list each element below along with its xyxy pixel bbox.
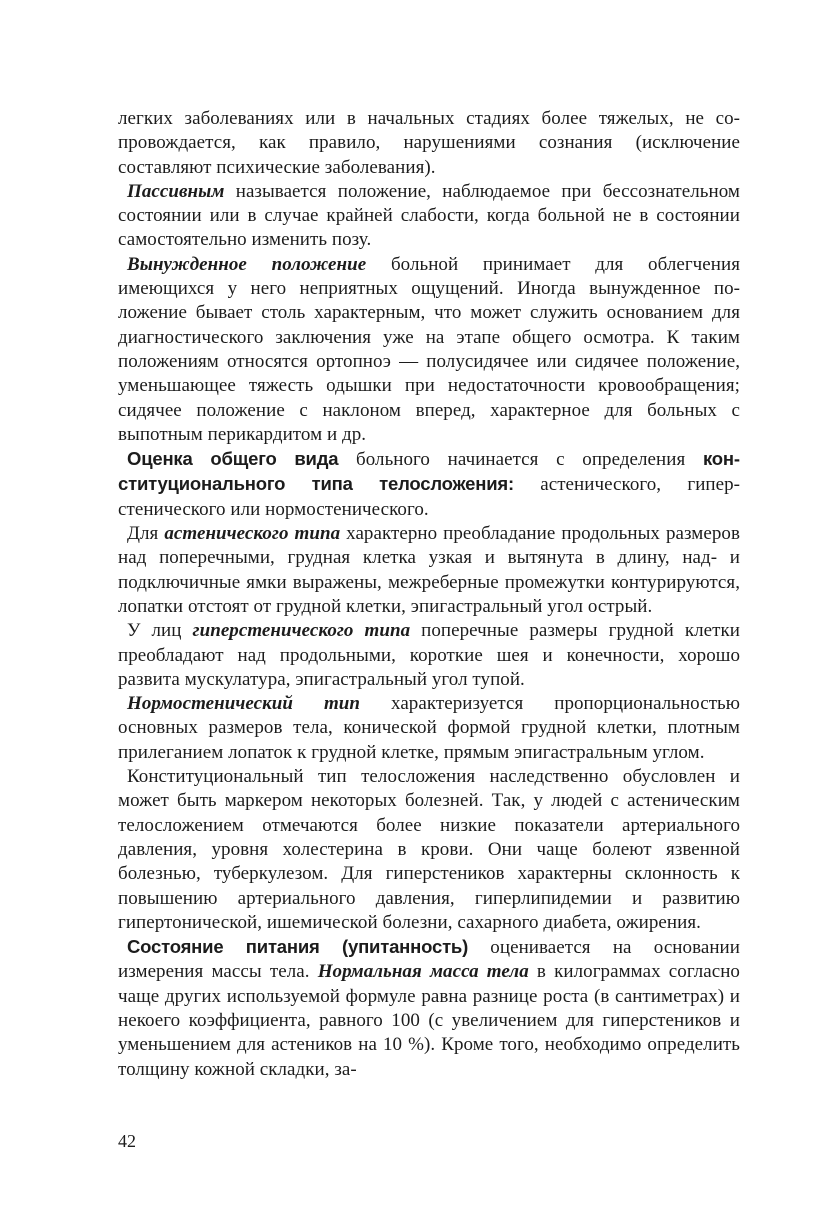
text-run: У лиц: [127, 620, 193, 642]
text-run: в килограммах согласно чаще других используемой формуле равна разнице роста (в сантиметрах) и некоего коэффициента, равного 100 (с увеличением для гиперстеников и уменьшением для астеников на 10 %). Кроме того, необходимо определить толщину кожной складки, за-: [118, 961, 740, 1080]
emphasis-term: Вынужденное положение: [127, 253, 367, 275]
text-run: характеризуется пропорциональностью основных размеров тела, конической формой грудной клетки, плотным прилеганием лопаток к грудной клетке, прямым эпигастральным углом.: [118, 693, 741, 763]
text-run: Конституциональный тип телосложения наследственно обусловлен и может быть маркером некоторых болезней. Так, у людей с астеническим телосложением отмечаются более низкие показатели артериального давления, уровня холестерина в крови. Они чаще болеют язвенной болезнью, туберкулезом. Для гиперстеников характерны склонность к повышению артериального давления, гиперлипидемии и развитию гипертонической, ишемической болезни, сахарного диабета, ожирения.: [118, 766, 740, 933]
paragraph: [118, 522, 740, 619]
body-text: [118, 107, 740, 1082]
text-run: астенического, гиперстенического или нормостенического.: [118, 474, 740, 520]
text-run: Для: [127, 523, 165, 545]
text-run: называется положение, наблюдаемое при бессознательном состоянии или в случае крайней слабости, когда больной не в состоянии самостоятельно изменить позу.: [118, 180, 740, 251]
emphasis-term: астенического типа: [164, 523, 341, 545]
emphasis-term: гиперстенического типа: [192, 620, 411, 642]
paragraph: [118, 253, 740, 447]
paragraph: [118, 935, 740, 1082]
paragraph: [118, 692, 740, 765]
paragraph: [118, 619, 740, 692]
text-run: легких заболеваниях или в начальных стадиях более тяжелых, не сопровождается, как правило, нарушениями сознания (исключение составляют психические заболевания).: [118, 108, 740, 178]
paragraph: [118, 447, 740, 522]
text-run: больного начинается с определения: [338, 449, 703, 471]
page-number: 42: [118, 1131, 136, 1151]
text-run: характерно преобладание продольных размеров над поперечными, грудная клетка узкая и вытянута в длину, над- и подключичные ямки выражены, межреберные промежутки контурируются, лопатки отстоят от грудной клетки, эпигастральный угол острый.: [118, 523, 740, 617]
text-run: больной принимает для облегчения имеющихся у него неприятных ощущений. Иногда вынужденное положение бывает столь характерным, что может служить основанием для диагностического заключения уже на этапе общего осмотра. К таким положениям относятся ортопноэ — полусидячее или сидячее положение, уменьшающее тяжесть одышки при недостаточности кровообращения; сидячее положение с наклоном вперед, характерное для больных с выпотным перикардитом и др.: [118, 253, 740, 445]
emphasis-term: Нормостенический тип: [127, 693, 361, 715]
emphasis-term: конституционального типа телосложения:: [118, 448, 740, 495]
emphasis-term: Состояние питания (упитанность): [127, 936, 469, 958]
emphasis-term: Пассивным: [127, 180, 225, 202]
paragraph: [118, 180, 740, 253]
text-run: поперечные размеры грудной клетки преобладают над продольными, короткие шея и конечности, хорошо развита мускулатура, эпигастральный угол тупой.: [118, 620, 740, 690]
emphasis-term: Нормальная масса тела: [317, 961, 529, 983]
paragraph: [118, 765, 740, 935]
emphasis-term: Оценка общего вида: [127, 448, 339, 470]
paragraph: [118, 107, 740, 180]
text-run: оценивается на основании измерения массы тела.: [118, 937, 740, 983]
